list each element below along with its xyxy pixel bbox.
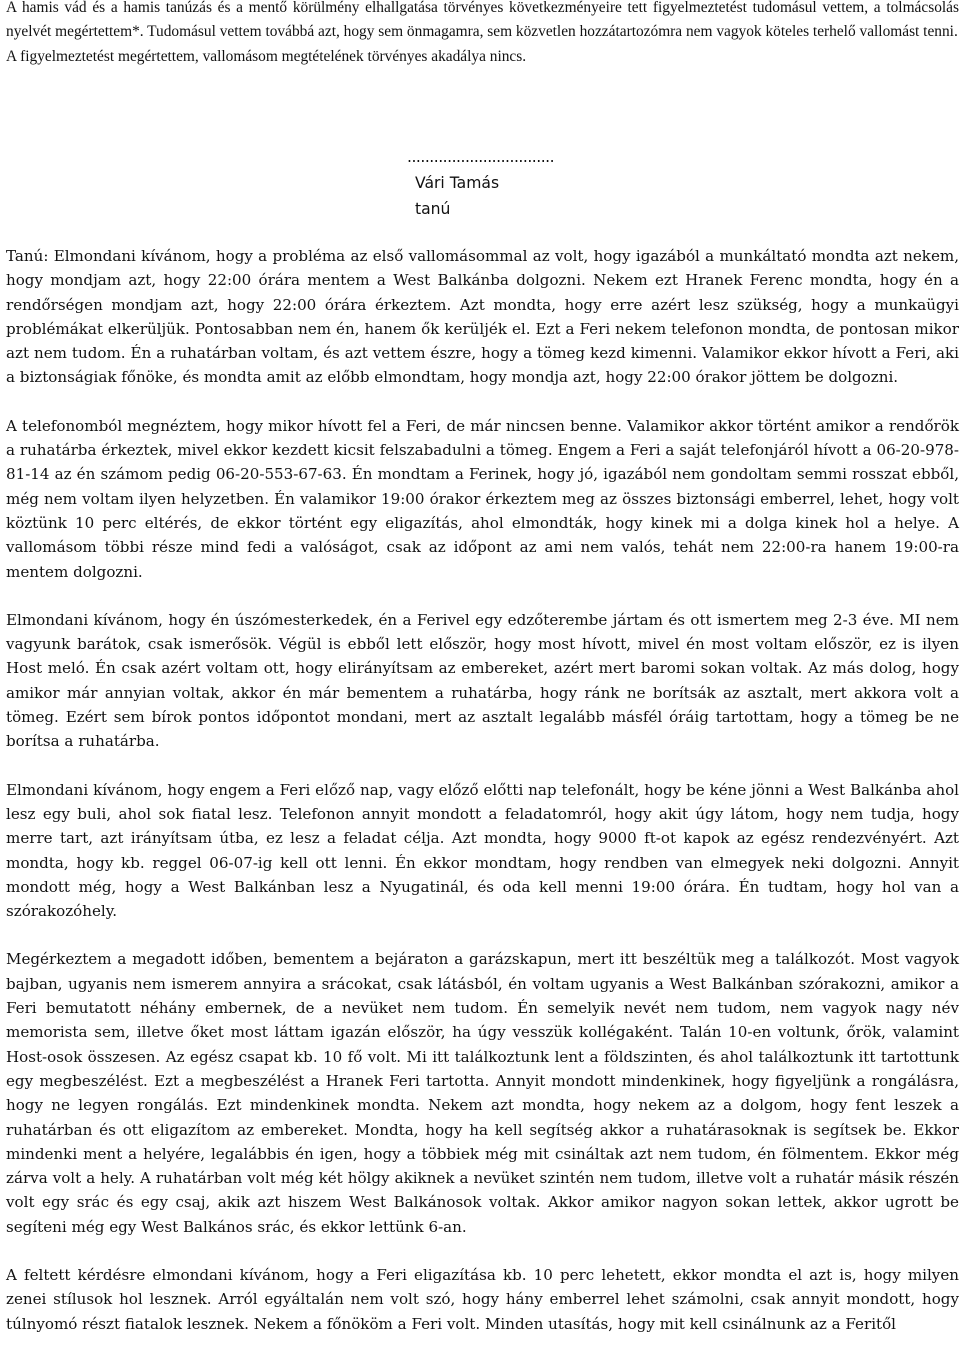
document-page [6,0,959,69]
testimony-paragraph-3: Elmondani kívánom, hogy én úszómesterkedek, én a Ferivel egy edzőterembe jártam és ott ismertem meg 2-3 éve. MI nem vagyunk barátok, csak ismerősök. Végül is ebből lett először, hogy most hívott, mivel én most voltam először, ez is ilyen Host meló. Én csak azért voltam ott, hogy elirányítsam az embereket, azért mert baromi sokan voltak. Az más dolog, hogy amikor már annyian voltak, akkor én már bementem a ruhatárba, hogy ránk ne borítsák az asztalt, mert akkora volt a tömeg. Ezért sem bírok pontos időpontot mondani, mert az asztalt legalább másfél óráig tartottam, hogy a tömeg be ne borítsa a ruhatárba. [6,610,959,751]
testimony-paragraph-4: Elmondani kívánom, hogy engem a Feri előző nap, vagy előző előtti nap telefonált, hogy be kéne jönni a West Balkánba ahol lesz egy buli, ahol sok fiatal lesz. Telefonon annyit mondott a feladatomról, hogy akit úgy látom, hogy nem tudja, hogy merre tart, azt irányítsam útba, ez lesz a feladat célja. Azt mondta, hogy 9000 ft-ot kapok az egész rendezvényért. Azt mondta, hogy kb. reggel 06-07-ig kell ott lenni. Én ekkor mondtam, hogy rendben van elmegyek neki dolgozni. Annyit mondott még, hogy a West Balkánban lesz a Nyugatinál, és oda kell menni 19:00 órára. Én tudtam, hogy hol van a szórakozóhely. [6,780,959,921]
testimony-paragraph-5: Megérkeztem a megadott időben, bementem a bejáraton a garázskapun, mert itt beszéltük meg a találkozót. Most vagyok bajban, ugyanis nem ismerem annyira a srácokat, csak látásból, én voltam ugyanis a West Balkánban szórakozni, amikor a Feri bemutatott néhány embernek, de a nevüket nem tudom. Én semelyik nevét nem tudom, nem vagyok nagy név memorista sem, illetve őket most láttam igazán először, ha úgy vesszük kollégaként. Talán 10-en voltunk, őrök, valamint Host-osok összesen. Az egész csapat kb. 10 fő volt. Mi itt találkoztunk lent a földszinten, és ahol találkoztunk itt tartottunk egy megbeszélést. Ezt a megbeszélést a Hranek Feri tartotta. Annyit mondott mindenkinek, hogy figyeljünk a rongálásra, hogy ne legyen rongálás. Ezt mindenkinek mondta. Nekem azt mondta, hogy nekem az a dolgom, hogy fent leszek a ruhatárban és ott eligazítom az embereket. Mondta, hogy ha kell segítség akkor a ruhatárasoknak is segítsek be. Ekkor mindenki ment a helyére, legalábbis én igen, hogy a többiek még mit csináltak azt nem tudom, én fölmentem. Ekkor még zárva volt a hely. A ruhatárban volt még két hölgy akiknek a nevüket szintén nem tudom, illetve volt a ruhatár másik részén volt egy srác és egy csaj, akik azt hiszem West Balkánosok voltak. Akkor amikor nagyon sokan lettek, akkor ugrott be segíteni még egy West Balkános srác, és ekkor lettünk 6-an. [6,950,959,1236]
testimony-paragraph-2: A telefonomból megnéztem, hogy mikor hívott fel a Feri, de már nincsen benne. Valamikor akkor történt amikor a rendőrök a ruhatárba érkeztek, mivel ekkor kezdett kicsit felszabadulni a tömeg. Engem a Feri a saját telefonjáról hívott a 06-20-978-81-14 az én számom pedig 06-20-553-67-63. Én mondtam a Ferinek, hogy jó, igazából nem gondoltam semmi rosszat ebből, még nem voltam ilyen helyzetben. Én valamikor 19:00 órakor érkeztem meg az összes biztonsági emberrel, lehet, hogy volt köztünk 10 perc eltérés, de ekkor történt egy eligazítás, ahol elmondták, hogy kinek mi a dolga kinek hol a helye. A vallomásom többi része mind fedi a valóságot, csak az időpont az ami nem valós, tehát nem 22:00-ra hanem 19:00-ra mentem dolgozni. [6,416,959,581]
witness-name: Vári Tamás [415,174,500,192]
witness-signature [407,144,555,222]
warning-paragraph-1: A hamis vád és a hamis tanúzás és a mentő körülmény elhallgatása törvényes következményeire tett figyelmeztetést tudomásul vettem, a tolmácsolás nyelvét megértettem*. Tudomásul vettem továbbá azt, hogy sem önmagamra, sem közvetlen hozzátartozómra nem vagyok köteles terhelő vallomást tenni. [6,0,959,41]
signature-line: ................................. [407,148,555,166]
testimony-paragraph-1: Tanú: Elmondani kívánom, hogy a probléma az első vallomásommal az volt, hogy igazából a munkáltató mondta azt nekem, hogy mondjam azt, hogy 22:00 órára mentem a West Balkánba dolgozni. Nekem ezt Hranek Ferenc mondta, hogy én a rendőrségen mondjam azt, hogy 22:00 órára érkeztem. Azt mondta, hogy erre azért lesz szükség, hogy a munkaügyi problémákat elkerüljük. Pontosabban nem én, hanem ők kerüljék el. Ezt a Feri nekem telefonon mondta, de pontosan mikor azt nem tudom. Én a ruhatárban voltam, és azt vettem észre, hogy a tömeg kezd kimenni. Valamikor ekkor hívott a Feri, aki a biztonságiak főnöke, és mondta amit az előbb elmondtam, hogy mondja azt, hogy 22:00 órakor jöttem be dolgozni. [6,247,959,387]
testimony-body [6,244,959,1336]
warning-statement [6,0,959,69]
warning-paragraph-2: A figyelmeztetést megértettem, vallomásom megtételének törvényes akadálya nincs. [6,47,527,65]
witness-role: tanú [415,200,451,218]
testimony-paragraph-6: A feltett kérdésre elmondani kívánom, hogy a Feri eligazítása kb. 10 perc lehetett, ekkor mondta el azt is, hogy milyen zenei stílusok hol lesznek. Arról egyáltalán nem volt szó, hogy hány emberrel lehet számolni, csak annyit mondott, hogy túlnyomó részt fiatalok lesznek. Nekem a főnököm a Feri volt. Minden utasítás, hogy mit kell csinálnunk az a Feritől [6,1265,959,1333]
